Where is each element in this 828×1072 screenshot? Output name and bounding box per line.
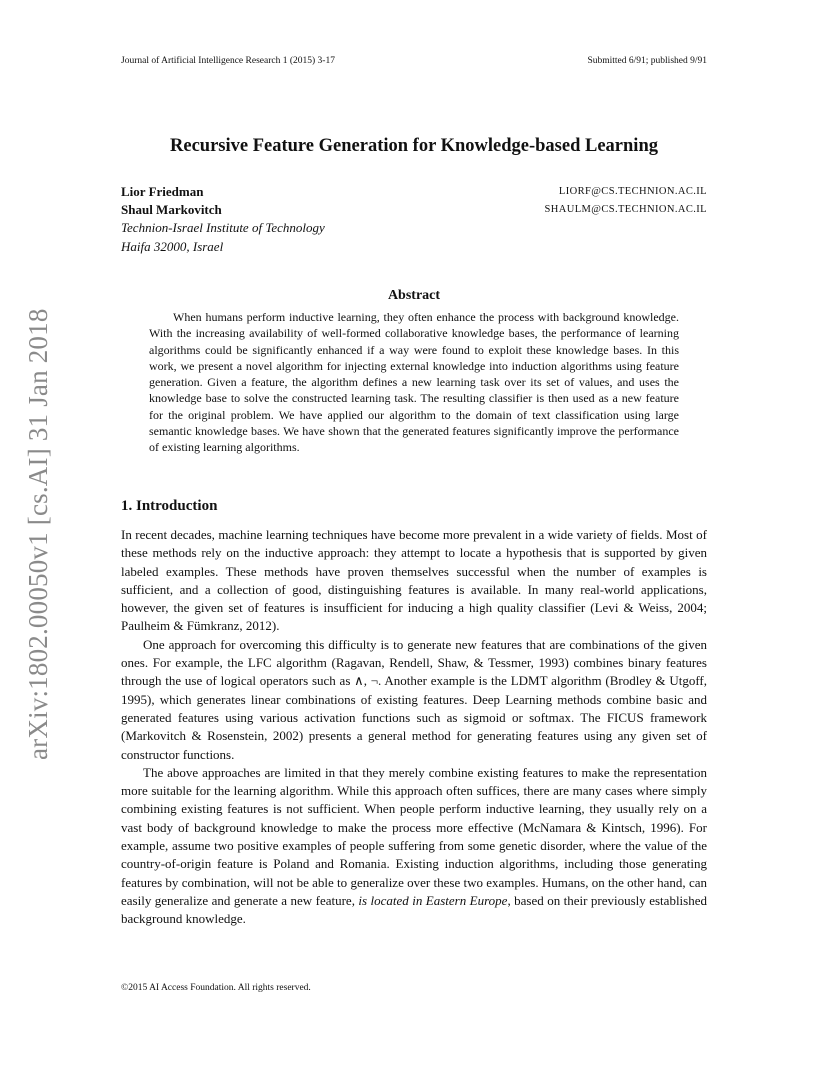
section-heading: 1. Introduction bbox=[121, 498, 218, 514]
emphasized-phrase: is located in Eastern Europe bbox=[358, 892, 508, 908]
paragraph-text: , based on their previously established background knowledge. bbox=[121, 892, 707, 927]
author-email: LIORF@CS.TECHNION.AC.IL bbox=[558, 186, 707, 197]
paragraph bbox=[121, 764, 707, 929]
author-name: Shaul Markovitch bbox=[121, 202, 222, 217]
introduction-body bbox=[121, 526, 707, 929]
journal-citation: Journal of Artificial Intelligence Research 1 (2015) 3-17 bbox=[121, 56, 335, 66]
abstract-text: When humans perform inductive learning, they often enhance the process with background knowledge. With the increasing availability of well-formed collaborative knowledge bases, the performance of learning algorithms could be significantly enhanced if a way were found to exploit these knowledge bases. In this work, we present a novel algorithm for injecting external knowledge into induction algorithms using feature generation. Given a feature, the algorithm defines a new learning task over its set of values, and uses the knowledge base to solve the constructed learning task. The resulting classifier is then used as a new feature for the original problem. We have applied our algorithm to the domain of text classification using large semantic knowledge bases. We have shown that the generated features significantly improve the performance of existing learning algorithms. bbox=[149, 310, 679, 455]
affiliation-institute: Technion-Israel Institute of Technology bbox=[121, 220, 325, 235]
author-row bbox=[121, 183, 707, 201]
paper-title: Recursive Feature Generation for Knowledge-based Learning bbox=[170, 136, 658, 156]
submission-dates: Submitted 6/91; published 9/91 bbox=[587, 56, 707, 66]
arxiv-identifier-stamp: arXiv:1802.00050v1 [cs.AI] 31 Jan 2018 bbox=[23, 308, 53, 760]
author-block bbox=[121, 183, 707, 256]
author-email: SHAULM@CS.TECHNION.AC.IL bbox=[544, 204, 707, 215]
author-name: Lior Friedman bbox=[121, 184, 204, 199]
copyright-notice: ©2015 AI Access Foundation. All rights reserved. bbox=[121, 983, 311, 993]
paragraph: In recent decades, machine learning techniques have become more prevalent in a wide variety of fields. Most of these methods rely on the inductive approach: they attempt to locate a hypothesis that is supported by given labeled examples. These methods have proven themselves successful when the number of examples is sufficient, and a collection of good, distinguishing features is available. In many real-world applications, however, the given set of features is insufficient for inducing a high quality classifier (Levi & Weiss, 2004; Paulheim & Fümkranz, 2012). bbox=[121, 527, 707, 634]
affiliation-city: Haifa 32000, Israel bbox=[121, 238, 224, 254]
author-row bbox=[121, 201, 707, 219]
abstract-heading: Abstract bbox=[387, 288, 441, 303]
paragraph-text: The above approaches are limited in that they merely combine existing features to make the representation more suitable for the learning algorithm. While this approach often suffices, there are many cases where simply combining existing features is not sufficient. When people perform inductive learning, they usually rely on a vast body of background knowledge to make the process more effective (McNamara & Kintsch, 1996). For example, assume two positive examples of people suffering from some genetic disorder, where the value of the country-of-origin feature is Poland and Romania. Existing induction algorithms, including those generating features by combination, will not be able to generalize over these two examples. Humans, on the other hand, can easily generalize and generate a new feature, bbox=[121, 764, 707, 908]
paragraph: One approach for overcoming this difficulty is to generate new features that are combinations of the given ones. For example, the LFC algorithm (Ragavan, Rendell, Shaw, & Tessmer, 1993) combines binary features through the use of logical operators such as ∧, ¬. Another example is the LDMT algorithm (Brodley & Utgoff, 1995), which generates linear combinations of existing features. Deep Learning methods combine basic and generated features using various activation functions such as sigmoid or softmax. The FICUS framework (Markovitch & Rosenstein, 2002) presents a general method for generating features using any given set of constructor functions. bbox=[121, 636, 707, 762]
